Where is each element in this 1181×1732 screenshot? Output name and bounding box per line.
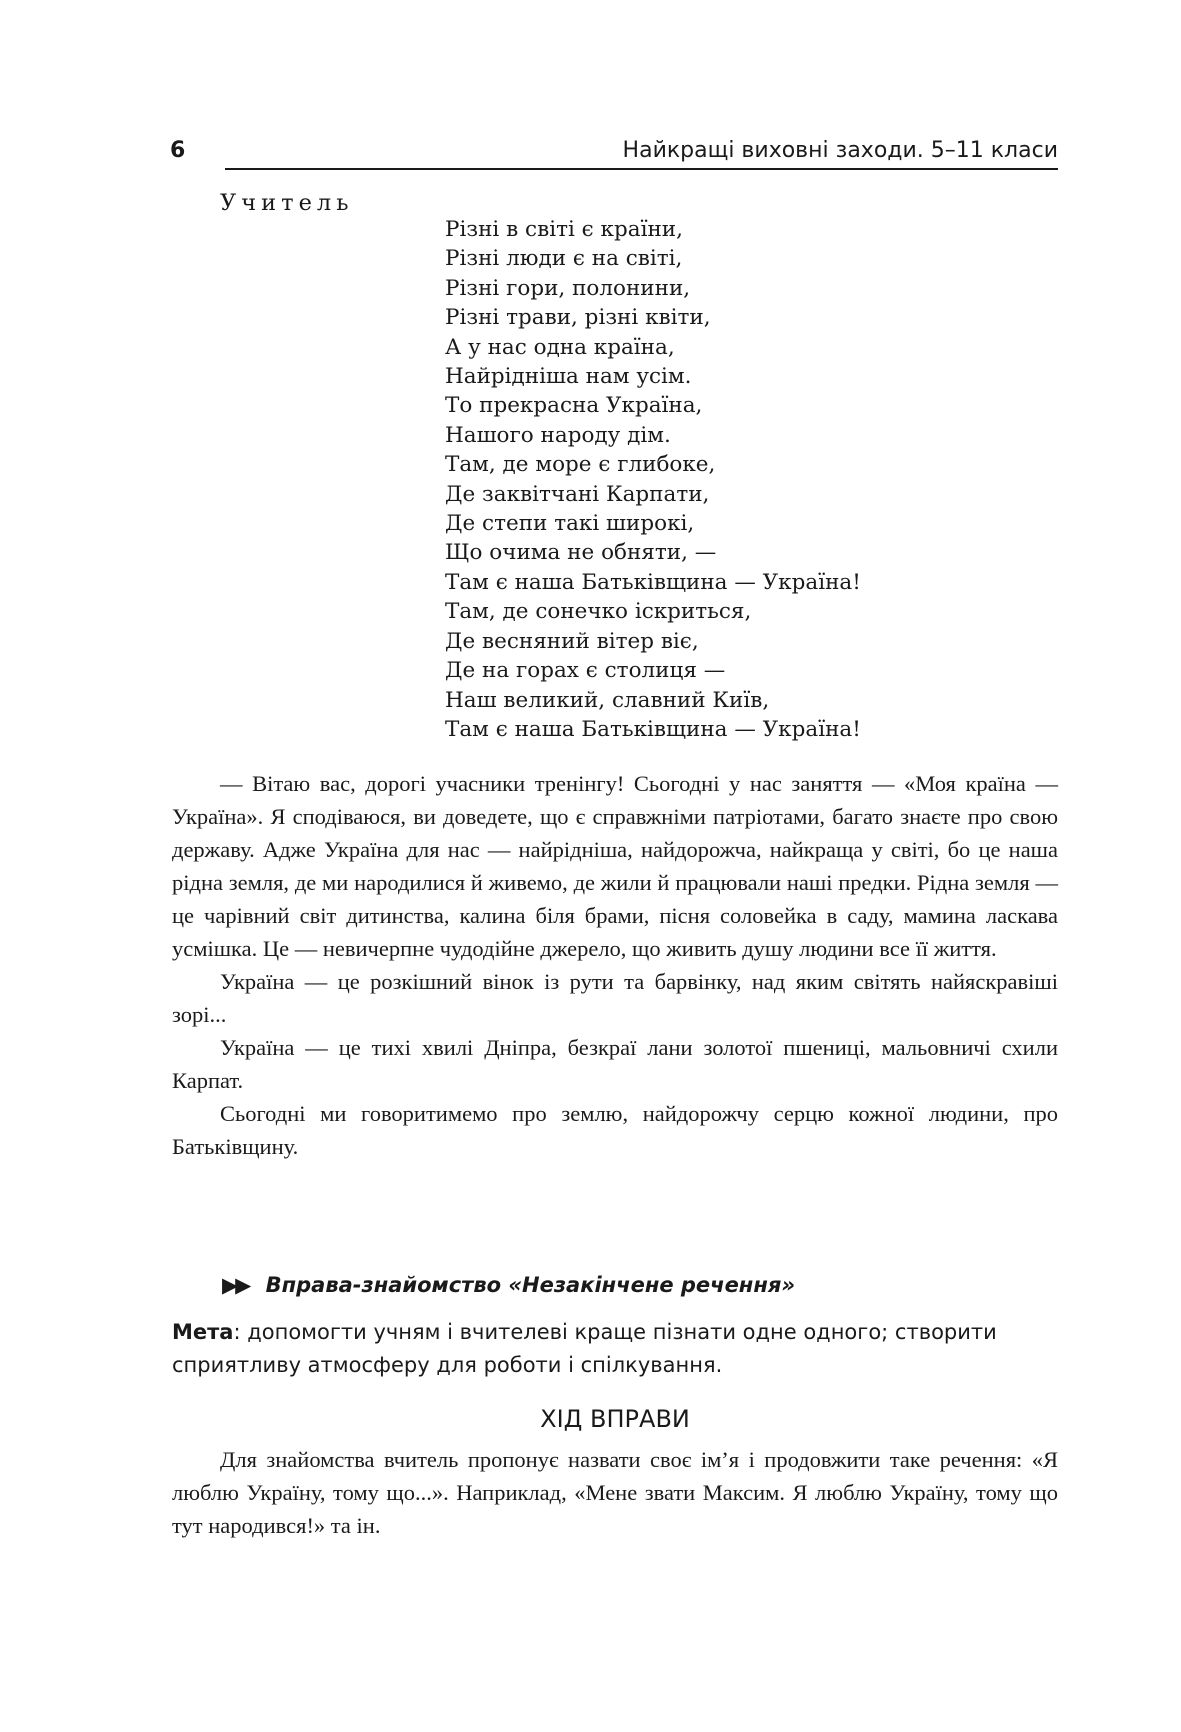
goal-label: Мета (172, 1320, 234, 1344)
poem-line: Де степи такі широкі, (445, 511, 695, 537)
speech-paragraph: Україна — це тихі хвилі Дніпра, безкраї лани золотої пшениці, мальовничі схили Карпат. (172, 1035, 1058, 1093)
running-title: Найкращі виховні заходи. 5–11 класи (622, 138, 1058, 163)
procedure-text-block (172, 1443, 1058, 1542)
poem-line: То прекрасна Україна, (445, 393, 703, 419)
speech-paragraph: Україна — це розкішний вінок із рути та барвінку, над яким світять найяскравіші зорі... (172, 969, 1058, 1027)
poem-line: Де заквітчані Карпати, (445, 481, 710, 507)
poem-line: Там є наша Батьківщина — Україна! (445, 569, 861, 595)
poem-line: Що очима не обняти, — (445, 540, 717, 566)
poem-line: Наш великий, славний Київ, (445, 687, 770, 713)
poem-line: Різні трави, різні квіти, (445, 305, 711, 331)
exercise-title: Вправа-знайомство «Незакінчене речення» (265, 1273, 795, 1297)
poem-line: Найрідніша нам усім. (445, 364, 692, 390)
poem-line: Там, де море є глибоке, (445, 452, 716, 478)
goal-text: : допомогти учням і вчителеві краще пізнати одне одного; створити сприятливу атмосферу для роботи і спілкування. (172, 1320, 997, 1377)
procedure-paragraph: Для знайомства вчитель пропонує назвати своє ім’я і продовжити таке речення: «Я люблю Україну, тому що...». Наприклад, «Мене звати Максим. Я люблю Україну, тому що тут народився!» та ін. (172, 1447, 1058, 1538)
teacher-speech (172, 767, 1058, 1163)
exercise-goal (172, 1316, 1058, 1382)
poem-line: Де весняний вітер віє, (445, 628, 699, 654)
page-number: 6 (170, 138, 186, 163)
speaker-label: Учитель (220, 190, 354, 216)
speech-paragraph: Сьогодні ми говоритимемо про землю, найдорожчу серцю кожної людини, про Батьківщину. (172, 1101, 1058, 1159)
poem-line: Різні в світі є країни, (445, 217, 683, 242)
poem-line: Різні люди є на світі, (445, 246, 683, 272)
poem-line: Там є наша Батьківщина — Україна! (445, 716, 861, 742)
poem (445, 215, 861, 744)
poem-line: Різні гори, полонини, (445, 275, 691, 301)
poem-line: Нашого народу дім. (445, 422, 671, 448)
double-arrow-icon: ▶▶ (222, 1273, 249, 1297)
procedure-title: ХІД ВПРАВИ (540, 1405, 690, 1433)
poem-line: Там, де сонечко іскриться, (445, 599, 752, 625)
speech-paragraph: — Вітаю вас, дорогі учасники тренінгу! Сьогодні у нас заняття — «Моя країна — Україна». Я сподіваюся, ви доведете, що є справжніми патріотами, багато знаєте про свою державу. Адже Україна для нас — найрідніша, найдорожча, найкраща у світі, бо це наша рідна земля, де ми народилися й живемо, де жили й працювали наші предки. Рідна земля — це чарівний світ дитинства, калина біля брами, пісня соловейка в саду, мамина ласкава усмішка. Це — невичерпне чудодійне джерело, що живить душу людини все її життя. (172, 771, 1058, 961)
poem-line: А у нас одна країна, (445, 334, 675, 360)
poem-line: Де на горах є столиця — (445, 658, 726, 684)
exercise-heading (222, 1273, 795, 1297)
page-header (170, 130, 1058, 170)
